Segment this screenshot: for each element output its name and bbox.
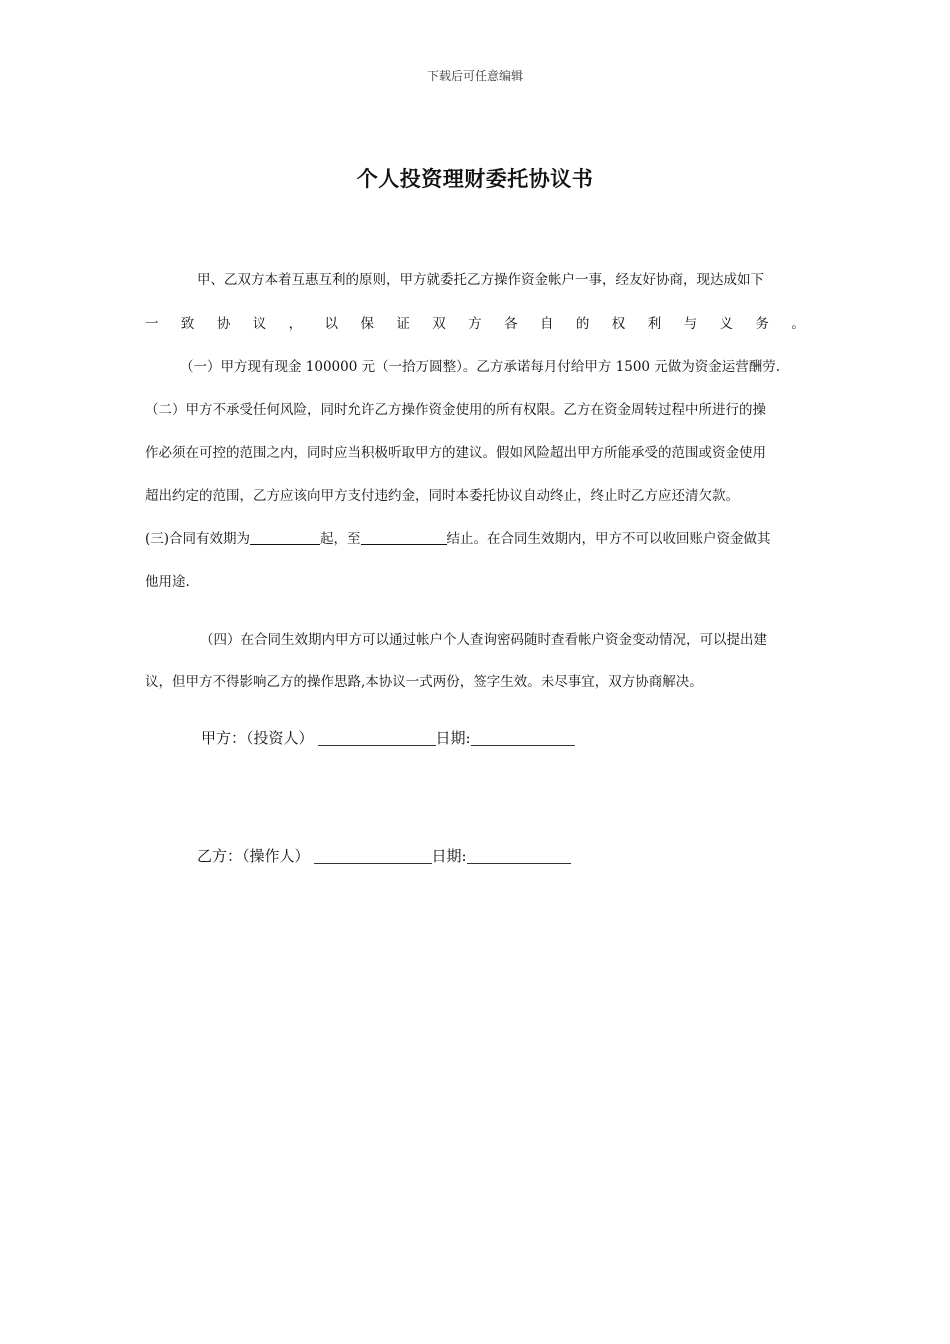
intro-char: 利	[647, 316, 662, 332]
party-b-date-blank[interactable]	[467, 848, 571, 864]
party-a-date-label: 日期:	[435, 729, 471, 747]
clause-2-line-3: 超出约定的范围，乙方应该向甲方支付违约金，同时本委托协议自动终止，终止时乙方应还清欠款。	[145, 488, 739, 504]
clause-3-prefix: (三)合同有效期为	[145, 531, 251, 547]
intro-char: 。	[791, 316, 805, 332]
party-a-signature-blank[interactable]	[318, 730, 436, 746]
intro-char: 自	[539, 316, 554, 332]
clause-4-line-1: （四）在合同生效期内甲方可以通过帐户个人查询密码随时查看帐户资金变动情况，可以提出建	[200, 632, 767, 648]
intro-char: 权	[611, 316, 626, 332]
start-date-blank[interactable]	[250, 530, 320, 545]
clause-2-line-1: （二）甲方不承受任何风险，同时允许乙方操作资金使用的所有权限。乙方在资金周转过程中所进行的操	[145, 402, 766, 418]
document-title: 个人投资理财委托协议书	[356, 166, 594, 191]
intro-line-2	[145, 312, 805, 332]
intro-char: 致	[180, 316, 195, 332]
party-a-signature-row	[201, 727, 575, 748]
clause-3-suffix: 结止。在合同生效期内，甲方不可以收回账户资金做其	[446, 531, 771, 547]
intro-char: 务	[755, 316, 769, 332]
party-b-signature-blank[interactable]	[314, 848, 432, 864]
clause-3-mid: 起，至	[320, 531, 361, 547]
party-a-date-blank[interactable]	[471, 730, 575, 746]
intro-char: 证	[396, 316, 410, 332]
intro-justified-row	[145, 312, 805, 332]
clause-4-line-2: 议，但甲方不得影响乙方的操作思路,本协议一式两份，签字生效。未尽事宜，双方协商解决。	[145, 674, 703, 690]
intro-char: 与	[683, 316, 698, 332]
intro-char: 双	[432, 316, 446, 332]
clause-1: （一）甲方现有现金 100000 元（一拾万圆整）。乙方承诺每月付给甲方 1500 元做为资金运营酬劳.	[180, 359, 781, 375]
intro-char: 一	[145, 316, 159, 332]
intro-char: 各	[504, 316, 518, 332]
clause-3-line-2: 他用途.	[145, 574, 190, 590]
party-b-signature-row	[197, 845, 571, 866]
intro-char: 的	[575, 316, 590, 332]
intro-line-1: 甲、乙双方本着互惠互利的原则，甲方就委托乙方操作资金帐户一事，经友好协商，现达成如下	[197, 272, 764, 288]
clause-2-line-2: 作必须在可控的范围之内，同时应当积极听取甲方的建议。假如风险超出甲方所能承受的范围或资金使用	[145, 445, 766, 461]
header-note: 下载后可任意编辑	[426, 69, 523, 83]
party-a-label: 甲方：（投资人）	[201, 729, 314, 747]
party-b-label: 乙方：（操作人）	[197, 847, 310, 865]
party-b-date-label: 日期:	[431, 847, 467, 865]
intro-char: 方	[468, 316, 482, 332]
intro-char: ，	[288, 316, 303, 332]
end-date-blank[interactable]	[361, 530, 447, 545]
intro-char: 保	[360, 316, 374, 332]
clause-3-line-1	[145, 527, 771, 547]
intro-char: 义	[719, 316, 733, 332]
intro-char: 协	[216, 316, 231, 332]
intro-char: 以	[324, 316, 339, 332]
intro-char: 议	[252, 316, 267, 332]
